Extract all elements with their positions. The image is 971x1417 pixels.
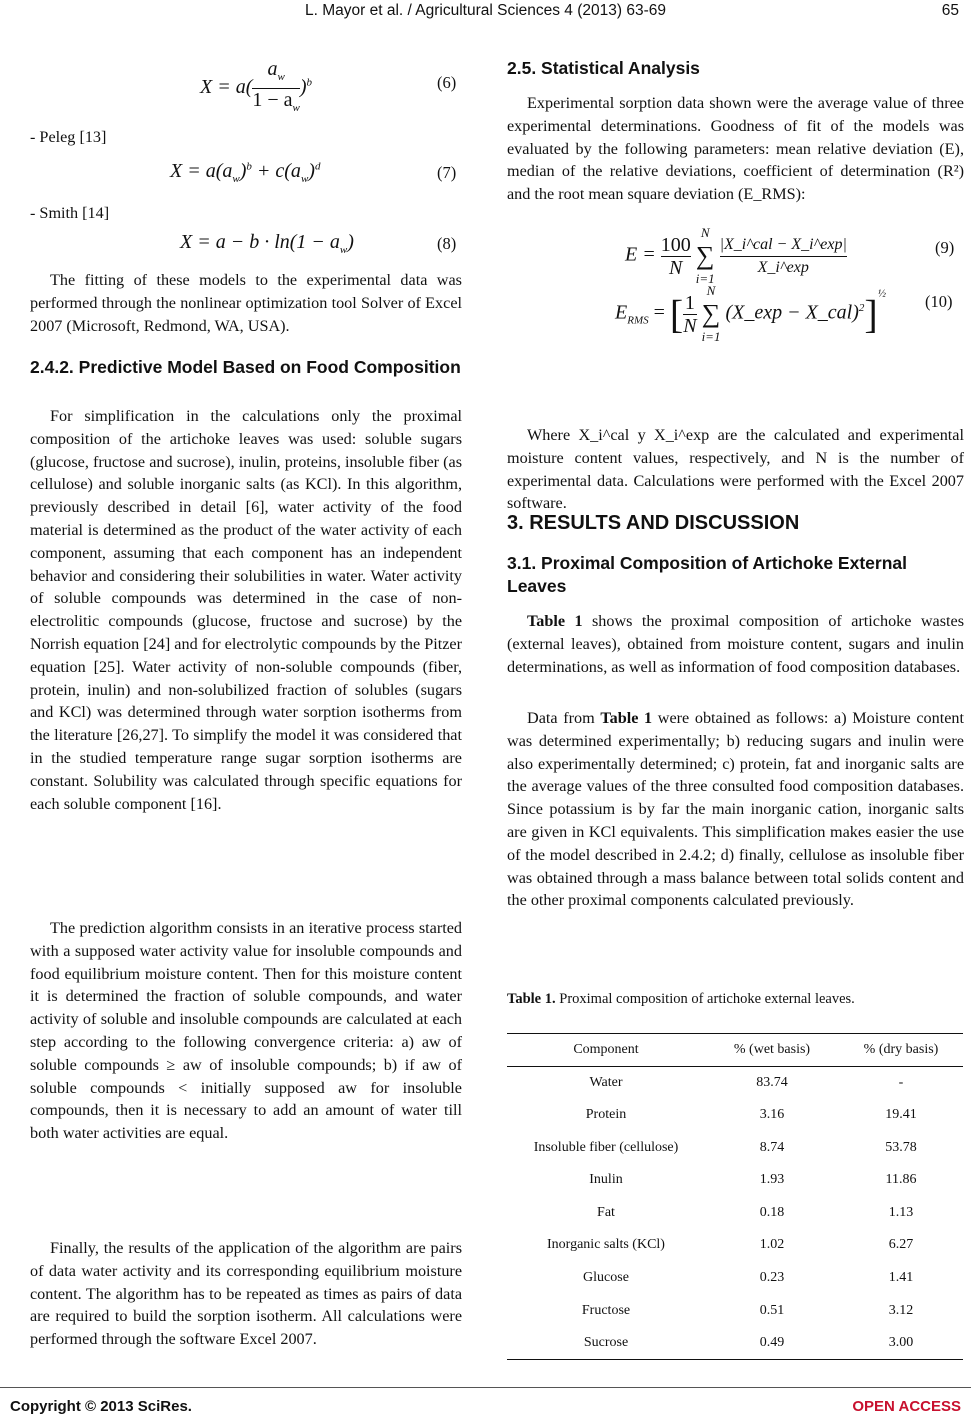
equation-8: $X = a - b \cdot \ln(1 - a_w)$ [180,231,354,256]
paragraph-fitting: The fitting of these models to the experimental data was performed through the nonlinear optimization tool Solver of Excel 2007 (Microsoft, Redmond, WA, USA). [30,271,462,335]
table-cell: Inorganic salts (KCl) [547,1237,665,1253]
heading-2-4-2: 2.4.2. Predictive Model Based on Food Composition [30,357,461,377]
table-cell: Insoluble fiber (cellulose) [533,1139,679,1155]
table-cell: 0.51 [759,1302,785,1318]
table-row [507,1196,963,1229]
table-cell: 3.00 [888,1334,914,1350]
table-cell: 1.93 [759,1172,785,1188]
column-header: Component [573,1041,639,1057]
paragraph-where: Where X_i^cal y X_i^exp are the calculated and experimental moisture content values, respectively, and N is the number of experimental data. Calculations were performed with the Excel 2007 software. [507,426,964,513]
table-cell: Fat [597,1204,615,1220]
equation-10: $E_{RMS}$ = [ $\frac{1}{N}$ N ∑ i=1 (X_exp − X_cal)$^2$]$^{\frac{1}{2}}$ [615,283,886,344]
table-cell: 8.74 [759,1139,785,1155]
table-1 [507,1033,963,1360]
paragraph-data: Data from Table 1 were obtained as follows: a) Moisture content was determined experimentally; b) reducing sugars and inulin were also experimentally determined; c) protein, fat and inorganic salts are the average values of the three consulted food composition databases. Since potassium is by far the main inorganic cation, inorganic salts are given in KCl equivalents. This simplification makes easier the use of the model described in 2.4.2; d) finally, cellulose as insoluble fiber was obtained through a mass balance between total solids content and the other proximal components calculated previously. [507,709,965,910]
equation-number: (9) [935,238,955,257]
heading-3: 3. RESULTS AND DISCUSSION [507,512,800,534]
table-cell: 0.49 [759,1334,785,1350]
smith-label: - Smith [14] [30,204,110,222]
equation-9: E = $\frac{100}{N}$ N ∑ i=1 $\frac{\text{|X\_i\textasciicircum{}cal − X\_i\textasciicircum{}exp|}}{X\_i\^{}\exp}$ [625,225,847,286]
table-cell: Water [589,1074,623,1090]
footer-divider [0,1387,971,1388]
table-cell: 3.16 [759,1106,785,1122]
table-row [507,1262,963,1295]
equation-number: (7) [437,163,457,182]
paragraph-finally: Finally, the results of the application of the algorithm are pairs of data water activity and its corresponding equilibrium moisture content. The algorithm has to be repeated as times as pairs of data are required to build the sorption isotherm. All calculations were performed through the software Excel 2007. [30,1239,462,1349]
column-header: % (wet basis) [733,1041,811,1057]
paragraph-prediction: The prediction algorithm consists in an iterative process started with a supposed water activity value for insoluble compounds and food equilibrium moisture content. Then for this moisture content it is determined the fraction of soluble compounds, and water activity of soluble and insoluble compounds are calculated at each step according to the following convergence criteria: a) aw of soluble compounds ≥ aw of insoluble compounds; b) if aw of soluble compounds < initially supposed aw for insoluble compounds, then it is necessary to add an amount of water till both water activities are equal. [30,919,462,1143]
paragraph-simplification: For simplification in the calculations only the proximal composition of the artichoke leaves was used: soluble sugars (glucose, fructose and sucrose), inulin, proteins, insoluble fiber (as cellulose) and soluble inorganic salts (as KCl). In this algorithm, previously described in detail [6], water activity of the food material is determined as the product of the water activity of each component, assuming that each component has an independent behavior and considering their solubilities in water. Water activity of soluble compounds was determined in the case of non-electrolitic compounds (glucose, fructose and sucrose) by the Norrish equation [24] and for electrolytic compounds by the Pitzer equation [25]. Water activity of non-soluble compounds (fiber, protein, inulin) and non-solubilized fraction of solubles (sugars and KCl) was determined through water sorption isotherms from the literature [26,27]. To simplify the model it was considered that in the studied temperature range sugar sorption isotherms are constant. Solubility was calculated through specific equations for each soluble component [16]. [30,407,462,813]
page-number: 65 [941,2,959,19]
table-cell: Inulin [589,1172,623,1188]
table-header-row [507,1034,963,1067]
table-cell: 0.23 [759,1269,785,1285]
table-cell: - [898,1074,904,1090]
table-row [507,1099,963,1132]
table-cell: 1.02 [759,1237,785,1253]
table-row [507,1164,963,1197]
table-cell: Sucrose [583,1334,629,1350]
equation-6: X = a( $\frac{a_w}{1 - a_w}$ )$^b$ [200,58,313,114]
column-header: % (dry basis) [863,1041,939,1057]
table-cell: Fructose [581,1302,631,1318]
paragraph-table1: Table 1 shows the proximal composition of artichoke wastes (external leaves), obtained from moisture content, sugars and inulin determinations, as well as information of food composition databases. [507,612,965,676]
table-row [507,1066,963,1099]
table-row [507,1229,963,1262]
equation-7: $X = a(a_w)^b + c(a_w)^d$ [170,160,321,185]
equation-number: (6) [437,73,457,92]
table-row [507,1294,963,1327]
table-cell: 19.41 [885,1106,917,1122]
table-cell: 3.12 [888,1302,914,1318]
table-cell: 53.78 [885,1139,917,1155]
table-row [507,1131,963,1164]
copyright: Copyright © 2013 SciRes. [10,1398,192,1415]
table-caption: Table 1. Proximal composition of artichoke external leaves. [507,991,855,1007]
heading-2-5: 2.5. Statistical Analysis [507,58,700,78]
equation-number: (10) [925,292,953,311]
paragraph-statistical: Experimental sorption data shown were the average value of three experimental determinations. Goodness of fit of the models was evaluated by the following parameters: mean relative deviation (E), median of the relative deviations, coefficient of determination (R²) and the root mean square deviation (E_RMS): [507,94,964,204]
peleg-label: - Peleg [13] [30,128,107,146]
table-cell: 6.27 [888,1237,914,1253]
table-cell: 11.86 [885,1172,917,1188]
heading-3-1: 3.1. Proximal Composition of Artichoke External Leaves [507,553,907,596]
equation-number: (8) [437,234,457,253]
open-access-label: OPEN ACCESS [852,1398,961,1415]
table-cell: 83.74 [756,1074,788,1090]
table-cell: Protein [585,1106,627,1122]
table-row [507,1327,963,1360]
table-cell: 1.41 [888,1269,914,1285]
running-head: L. Mayor et al. / Agricultural Sciences 4 (2013) 63-69 [305,2,666,19]
table-cell: Glucose [583,1269,629,1285]
table-cell: 1.13 [888,1204,914,1220]
table-cell: 0.18 [759,1204,785,1220]
